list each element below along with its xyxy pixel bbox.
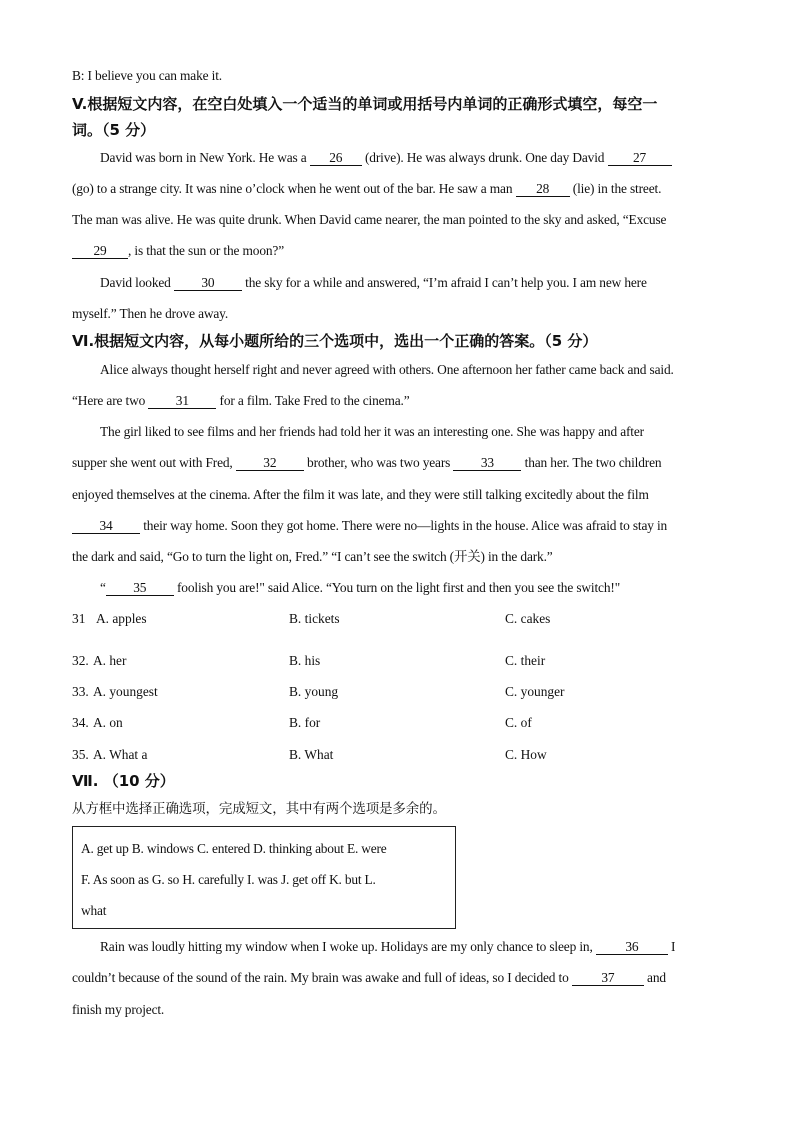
passage-6-line: enjoyed themselves at the cinema. After the film it was late, and they were still talking excitedly about the film [72, 487, 649, 502]
blank-31[interactable]: 31 [148, 394, 216, 409]
option-c[interactable]: C. younger [505, 684, 565, 699]
text: “ [100, 580, 106, 595]
text: brother, who was two years [303, 455, 454, 470]
question-number: 31 [72, 611, 86, 626]
passage-6-line: the dark and said, “Go to turn the light on, Fred.” “I can’t see the switch (开关) in the dark.” [72, 549, 553, 564]
option-c[interactable]: C. How [505, 747, 547, 762]
passage-5-line [100, 275, 647, 291]
passage-5-line [72, 243, 284, 259]
passage-5-line: myself.” Then he drove away. [72, 306, 229, 321]
question-number: 32. [72, 653, 89, 668]
text: Rain was loudly hitting my window when I woke up. Holidays are my only chance to sleep in, [100, 939, 596, 954]
passage-7-line [100, 939, 675, 955]
blank-37[interactable]: 37 [572, 971, 644, 986]
word-bank-line: what [81, 903, 107, 918]
blank-26[interactable]: 26 [310, 151, 362, 166]
passage-7-line: finish my project. [72, 1002, 165, 1017]
text: the sky for a while and answered, “I’m afraid I can’t help you. I am new here [241, 275, 647, 290]
blank-36[interactable]: 36 [596, 940, 668, 955]
passage-6-line: Alice always thought herself right and never agreed with others. One afternoon her father came back and said. [100, 362, 674, 377]
section-6-title: Ⅵ.根据短文内容，从每小题所给的三个选项中，选出一个正确的答案。（5 分） [72, 332, 598, 350]
option-b[interactable]: B. his [289, 653, 321, 668]
text: , is that the sun or the moon?” [128, 243, 285, 258]
text: foolish you are!" said Alice. “You turn on the light first and then you see the switch!" [173, 580, 621, 595]
question-number: 34. [72, 715, 89, 730]
passage-5-line [100, 150, 672, 166]
option-c[interactable]: C. cakes [505, 611, 551, 626]
option-c[interactable]: C. of [505, 715, 532, 730]
blank-32[interactable]: 32 [236, 456, 304, 471]
word-bank-line: F. As soon as G. so H. carefully I. was J. get off K. but L. [81, 872, 376, 887]
section-5-title: V.根据短文内容，在空白处填入一个适当的单词或用括号内单词的正确形式填空，每空一 [72, 95, 658, 113]
text: couldn’t because of the sound of the rain. My brain was awake and full of ideas, so I decided to [72, 970, 572, 985]
passage-5-line [72, 181, 661, 197]
section-5-title-cont: 词。（5 分） [72, 121, 156, 139]
text: I [667, 939, 676, 954]
blank-28[interactable]: 28 [516, 182, 570, 197]
blank-35[interactable]: 35 [106, 581, 174, 596]
passage-6-line: The girl liked to see films and her friends had told her it was an interesting one. She was happy and after [100, 424, 644, 439]
option-a[interactable]: A. her [93, 653, 127, 668]
section-7-title: Ⅶ. （10 分） [72, 772, 175, 790]
section-7-instruction: 从方框中选择正确选项，完成短文，其中有两个选项是多余的。 [72, 801, 446, 817]
word-bank-box [72, 826, 456, 929]
option-b[interactable]: B. tickets [289, 611, 340, 626]
option-a[interactable]: A. youngest [93, 684, 158, 699]
word-bank-line: A. get up B. windows C. entered D. thinking about E. were [81, 841, 387, 856]
passage-6-line [100, 580, 620, 596]
option-c[interactable]: C. their [505, 653, 546, 668]
passage-5-line: The man was alive. He was quite drunk. When David came nearer, the man pointed to the sky and asked, “Excuse [72, 212, 667, 227]
option-a[interactable]: A. on [93, 715, 123, 730]
text: and [643, 970, 666, 985]
option-b[interactable]: B. for [289, 715, 321, 730]
text: supper she went out with Fred, [72, 455, 236, 470]
blank-27[interactable]: 27 [608, 151, 672, 166]
passage-6-line [72, 518, 667, 534]
text: (go) to a strange city. It was nine o’clock when he went out of the bar. He saw a man [72, 181, 516, 196]
option-b[interactable]: B. What [289, 747, 334, 762]
blank-34[interactable]: 34 [72, 519, 140, 534]
text: their way home. Soon they got home. There were no—lights in the house. Alice was afraid to stay in [140, 518, 668, 533]
text: David looked [100, 275, 174, 290]
text: than her. The two children [521, 455, 662, 470]
blank-29[interactable]: 29 [72, 244, 128, 259]
option-a[interactable]: A. What a [93, 747, 148, 762]
passage-6-line [72, 393, 410, 409]
blank-33[interactable]: 33 [453, 456, 521, 471]
blank-30[interactable]: 30 [174, 276, 242, 291]
question-number: 33. [72, 684, 89, 699]
text: David was born in New York. He was a [100, 150, 310, 165]
text: (drive). He was always drunk. One day David [361, 150, 608, 165]
option-a[interactable]: A. apples [96, 611, 147, 626]
text: “Here are two [72, 393, 149, 408]
text: for a film. Take Fred to the cinema.” [216, 393, 410, 408]
passage-6-line [72, 455, 661, 471]
text: (lie) in the street. [569, 181, 662, 196]
dialogue-line-b: B: I believe you can make it. [72, 68, 222, 83]
option-b[interactable]: B. young [289, 684, 339, 699]
passage-7-line [72, 970, 666, 986]
question-number: 35. [72, 747, 89, 762]
